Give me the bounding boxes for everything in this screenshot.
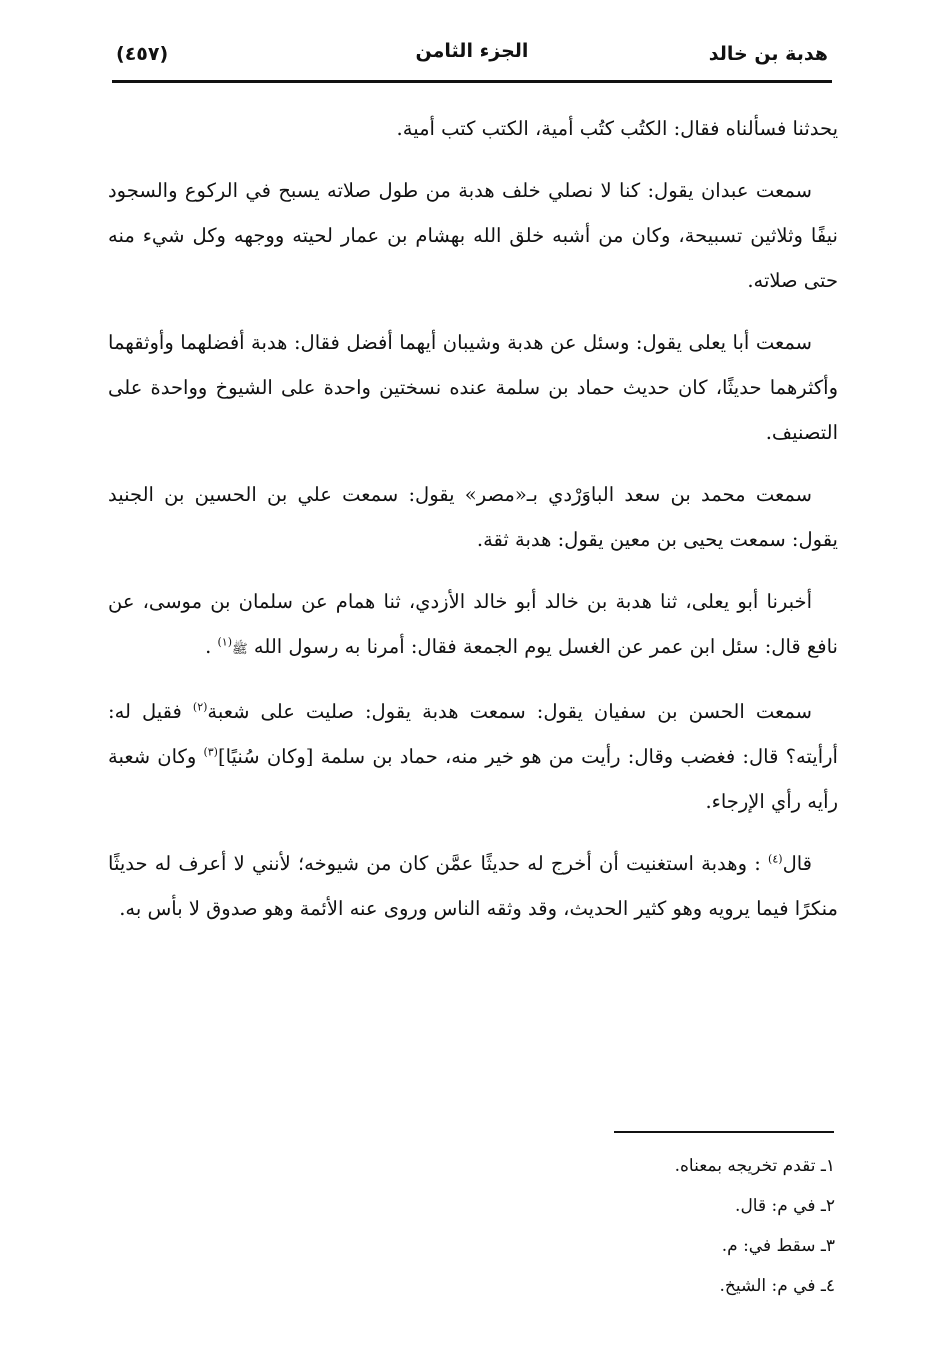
header-volume: الجزء الثامن: [415, 40, 529, 62]
footnote-2: ٢ـ في م: قال.: [735, 1196, 835, 1216]
paragraph-7: قال$^{(٤)}$ : وهدبة استغنيت أن أخرج له حديثًا عمَّن كان من شيوخه؛ لأنني لا أعرف له حديثًا منكرًا فيما يرويه وهو كثير الحديث، وقد وثقه الناس وروى عنه الأئمة وهو صدوق لا بأس به.: [108, 852, 838, 920]
paragraph-3: سمعت أبا يعلى يقول: وسئل عن هدبة وشيبان أيهما أفضل فقال: هدبة أفضلهما وأوثقهما وأكثرهما حديثًا، كان حديث حماد بن سلمة عنده نسختين واحدة على الشيوخ وواحدة على التصنيف.: [108, 331, 838, 444]
header-book-title: هدبة بن خالد: [708, 43, 828, 65]
footnote-ref-3[interactable]: (٣): [203, 745, 218, 759]
footnote-ref-4[interactable]: (٤): [768, 852, 783, 866]
footnote-3: ٣ـ سقط في: م.: [721, 1236, 835, 1256]
main-text: [108, 106, 838, 948]
footnotes: [500, 1146, 835, 1306]
salla-symbol: ﷺ: [232, 642, 248, 657]
running-header: [116, 34, 828, 74]
footnote-1: ١ـ تقدم تخريجه بمعناه.: [674, 1156, 835, 1176]
footnote-divider: [614, 1131, 834, 1133]
paragraph-2: سمعت عبدان يقول: كنا لا نصلي خلف هدبة من طول صلاته يسبح في الركوع والسجود نيفًا وثلاثين تسبيحة، وكان من أشبه خلق الله بهشام بن عمار لحيته ووجهه وكل شيء منه حتى صلاته.: [108, 179, 838, 292]
paragraph-5: أخبرنا أبو يعلى، ثنا هدبة بن خالد أبو خالد الأزدي، ثنا همام عن سلمان بن موسى، عن نافع قال: سئل ابن عمر عن الغسل يوم الجمعة فقال: أمرنا به رسول الله ﷺ$^{(١)}$ .: [108, 590, 838, 658]
footnote-ref-1[interactable]: (١): [217, 635, 232, 649]
paragraph-1: يحدثنا فسألناه فقال: الكتُب كتُب أمية، الكتب كتب أمية.: [396, 117, 838, 140]
footnote-4: ٤ـ في م: الشيخ.: [719, 1276, 835, 1296]
paragraph-6: سمعت الحسن بن سفيان يقول: سمعت هدبة يقول: صليت على شعبة$^{(٢)}$ فقيل له: أرأيته؟ قال: فغضب وقال: رأيت من هو خير منه، حماد بن سلمة [وكان سُنيًا]$^{(٣)}$ وكان شعبة رأيه رأي الإرجاء.: [108, 700, 838, 813]
footnote-ref-2[interactable]: (٢): [192, 700, 208, 714]
paragraph-4: سمعت محمد بن سعد الباوَرْدي بـ«مصر» يقول: سمعت علي بن الحسين بن الجنيد يقول: سمعت يحيى بن معين يقول: هدبة ثقة.: [108, 483, 838, 551]
header-divider: [112, 80, 832, 83]
page-number: (٤٥٧): [116, 43, 169, 65]
